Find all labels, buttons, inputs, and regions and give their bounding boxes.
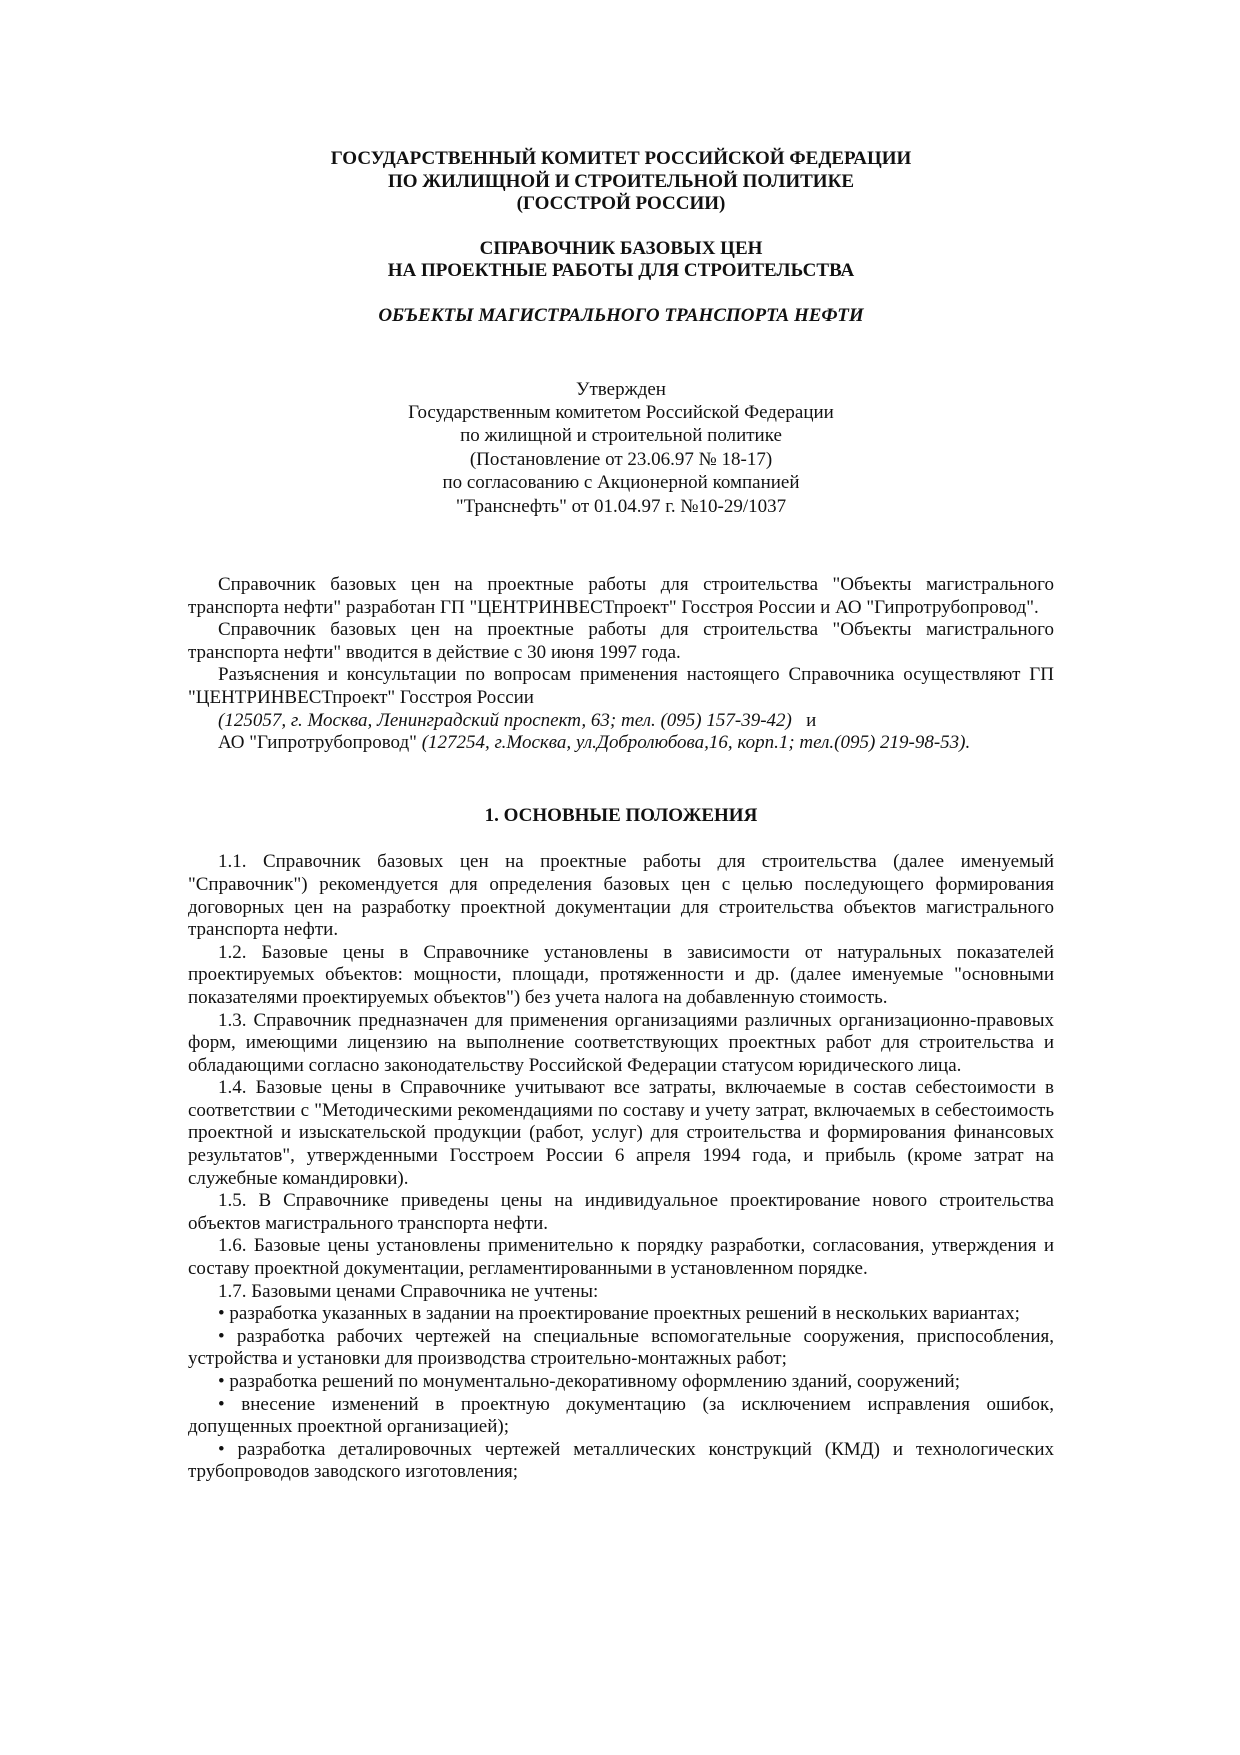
exclusion-item: • разработка указанных в задании на проектирование проектных решений в нескольких вариантах; (218, 1303, 1020, 1325)
title-line-2: НА ПРОЕКТНЫЕ РАБОТЫ ДЛЯ СТРОИТЕЛЬСТВА (387, 260, 855, 282)
exclusion-item: • внесение изменений в проектную документацию (за исключением исправления ошибок, допущенных проектной организацией); (188, 1393, 1054, 1438)
address-conjunction: и (806, 709, 817, 731)
clause-1-2: 1.2. Базовые цены в Справочнике установлены в зависимости от натуральных показателей проектируемых объектов: мощности, площади, протяженности и др. (далее именуемые "основными показателями проектируемых объектов") без учета налога на добавленную стоимость. (188, 941, 1054, 1008)
intro-section (188, 574, 1054, 755)
section-1-body (188, 851, 1054, 1484)
approval-line-4: (Постановление от 23.06.97 № 18-17) (469, 448, 773, 470)
intro-paragraph-2: Справочник базовых цен на проектные работы для строительства "Объекты магистрального транспорта нефти" вводится в действие с 30 июня 1997 года. (188, 619, 1054, 663)
clause-1-6: 1.6. Базовые цены установлены применительно к порядку разработки, согласования, утверждения и составу проектной документации, регламентированными в установленном порядке. (188, 1235, 1054, 1280)
approval-line-2: Государственным комитетом Российской Федерации (408, 401, 834, 423)
address-1: (125057, г. Москва, Ленинградский проспект, 63; тел. (095) 157-39-42) (218, 709, 792, 731)
exclusion-item: • разработка рабочих чертежей на специальные вспомогательные сооружения, приспособления, устройства и установки для производства строительно-монтажных работ; (188, 1325, 1054, 1370)
document-header (188, 148, 1054, 216)
clause-1-3: 1.3. Справочник предназначен для применения организациями различных организационно-правовых форм, имеющими лицензию на выполнение соответствующих проектных работ для строительства и обладающими согласно законодательству Российской Федерации статусом юридического лица. (188, 1009, 1054, 1076)
header-line-1: ГОСУДАРСТВЕННЫЙ КОМИТЕТ РОССИЙСКОЙ ФЕДЕРАЦИИ (330, 148, 912, 169)
address-2: (127254, г.Москва, ул.Добролюбова,16, корп.1; тел.(095) 219-98-53). (421, 732, 971, 754)
clause-1-1: 1.1. Справочник базовых цен на проектные работы для строительства (далее именуемый "Справочник") рекомендуется для определения базовых цен с целью последующего формирования договорных цен на разработку проектной документации для строительства объектов магистрального транспорта нефти. (188, 851, 1054, 941)
organization-2: АО "Гипротрубопровод" (218, 732, 417, 754)
address-line-2 (188, 732, 1054, 755)
approval-line-6: "Транснефть" от 01.04.97 г. №10-29/1037 (455, 495, 787, 517)
intro-paragraph-3: Разъяснения и консультации по вопросам применения настоящего Справочника осуществляют ГП "ЦЕНТРИНВЕСТпроект" Госстроя России (188, 664, 1054, 708)
clause-1-5: 1.5. В Справочнике приведены цены на индивидуальное проектирование нового строительства объектов магистрального транспорта нефти. (188, 1190, 1054, 1234)
approval-line-1: Утвержден (576, 378, 666, 400)
header-line-2: ПО ЖИЛИЩНОЙ И СТРОИТЕЛЬНОЙ ПОЛИТИКЕ (387, 170, 855, 192)
document-page (188, 148, 1054, 1484)
clause-1-4: 1.4. Базовые цены в Справочнике учитывают все затраты, включаемые в состав себестоимости в соответствии с "Методическими рекомендациями по составу и учету затрат, включаемых в себестоимость проектной и изыскательской продукции (работ, услуг) для строительства и формирования финансовых результатов", утвержденными Госстроем России 6 апреля 1994 года, и прибыль (кроме затрат на служебные командировки). (188, 1077, 1054, 1189)
approval-line-3: по жилищной и строительной политике (460, 425, 782, 447)
intro-paragraph-1: Справочник базовых цен на проектные работы для строительства "Объекты магистрального транспорта нефти" разработан ГП "ЦЕНТРИНВЕСТпроект" Госстроя России и АО "Гипротрубопровод". (188, 574, 1054, 618)
exclusion-item: • разработка деталировочных чертежей металлических конструкций (КМД) и технологических трубопроводов заводского изготовления; (188, 1438, 1054, 1483)
header-line-3: (ГОССТРОЙ РОССИИ) (516, 193, 726, 215)
clause-1-7: 1.7. Базовыми ценами Справочника не учтены: (218, 1280, 599, 1302)
section-1-title: 1. ОСНОВНЫЕ ПОЛОЖЕНИЯ (484, 804, 758, 826)
exclusion-item: • разработка решений по монументально-декоративному оформлению зданий, сооружений; (218, 1371, 960, 1392)
approval-block (188, 378, 1054, 518)
address-line-1 (188, 710, 1054, 733)
document-title (188, 238, 1054, 283)
approval-line-5: по согласованию с Акционерной компанией (442, 472, 800, 494)
document-subtitle: ОБЪЕКТЫ МАГИСТРАЛЬНОГО ТРАНСПОРТА НЕФТИ (378, 304, 864, 326)
title-line-1: СПРАВОЧНИК БАЗОВЫХ ЦЕН (479, 237, 763, 259)
